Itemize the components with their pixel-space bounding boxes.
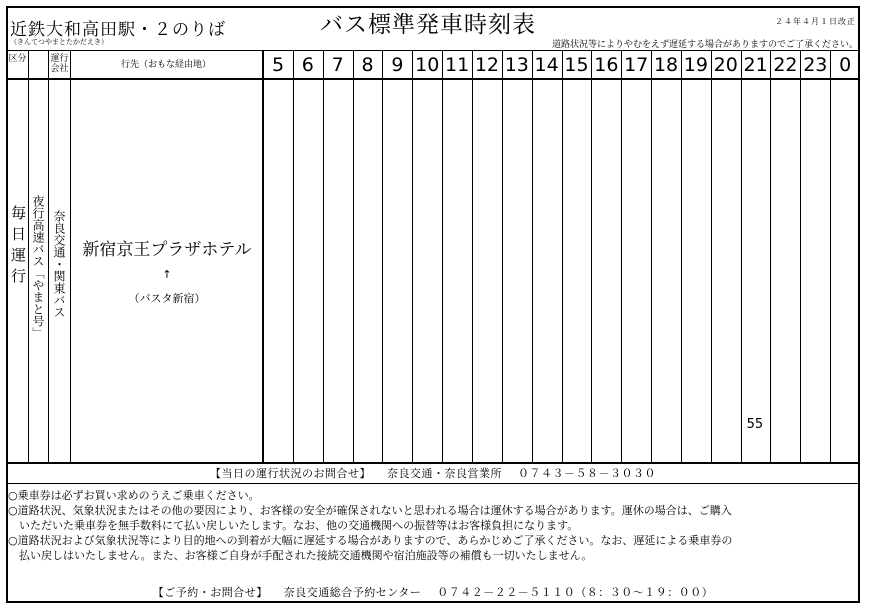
destination-header: 行先（おもな経由地） <box>120 60 211 70</box>
hour-divider <box>741 50 742 462</box>
hour-header: 7 <box>331 54 344 76</box>
hour-header: 9 <box>391 54 404 76</box>
route-via: （バスタ新宿） <box>128 292 206 305</box>
hour-header: 17 <box>624 54 649 76</box>
hour-header: 12 <box>474 54 500 76</box>
contact-phone: ０７４３－５８－３０３０ <box>518 467 656 480</box>
route-operator: 奈良交通・関東バス <box>52 210 66 318</box>
divider <box>6 483 860 484</box>
revision-date: ２４年４月１日改正 <box>775 17 856 26</box>
hour-header: 13 <box>504 54 529 76</box>
hour-divider <box>562 50 563 462</box>
route-destination: 新宿京王プラザホテル <box>82 240 252 260</box>
route-service: 夜行高速バス「やまと号」 <box>31 195 45 339</box>
hour-divider <box>711 50 712 462</box>
notes <box>8 488 732 563</box>
hour-header: 15 <box>564 54 589 76</box>
contact-label: 【当日の運行状況のお問合せ】 <box>210 467 371 480</box>
hour-divider <box>353 50 354 462</box>
note: 払い戻しはいたしません。また、お客様ご自身が手配された接続交通機関や宿泊施設等の補償も一切いたしません。 <box>19 549 593 562</box>
hour-header: 14 <box>534 54 559 76</box>
divider <box>262 50 264 462</box>
reservation-contact <box>6 584 860 600</box>
hour-header: 5 <box>271 54 285 76</box>
hour-header: 18 <box>653 54 679 76</box>
hour-divider <box>382 50 383 462</box>
divider <box>6 50 860 51</box>
note: ○道路状況、気象状況またはその他の要因により、お客様の安全が確保されないと思われる場合は運休する場合があります。運休の場合は、ご購入 <box>8 504 732 517</box>
divider <box>6 462 860 464</box>
hour-header: 22 <box>773 54 798 76</box>
departure-minute: 55 <box>746 417 764 432</box>
hour-divider <box>323 50 324 462</box>
route-category: 毎日運行 <box>9 205 27 289</box>
hour-divider <box>770 50 771 462</box>
hour-header: 21 <box>743 54 768 76</box>
hour-header: 0 <box>839 54 852 76</box>
note: いただいた乗車券を無手数料にて払い戻しいたします。なお、他の交通機関への振替等はお客様負担になります。 <box>19 519 579 532</box>
operator-header: 運行会社 <box>50 54 69 74</box>
divider <box>70 50 71 462</box>
station-kana: （きんてつやまとたかだえき） <box>10 38 108 46</box>
hour-divider <box>681 50 682 462</box>
arrow-icon: ↑ <box>162 268 172 281</box>
hour-divider <box>591 50 592 462</box>
hour-divider <box>293 50 294 462</box>
hour-divider <box>651 50 652 462</box>
station-name: 近鉄大和高田駅・２のりば <box>10 20 226 40</box>
hour-divider <box>412 50 413 462</box>
hour-divider <box>621 50 622 462</box>
category-header: 区分 <box>8 54 27 64</box>
reservation-phone: ０７４２－２２－５１１０（８：３０～１９：００） <box>437 586 714 599</box>
hour-divider <box>472 50 473 462</box>
hour-header: 8 <box>361 54 374 76</box>
page-title: バス標準発車時刻表 <box>320 12 536 38</box>
reservation-center: 奈良交通総合予約センター <box>283 586 422 599</box>
divider <box>6 78 860 80</box>
note: ○道路状況および気象状況等により目的地への到着が大幅に遅延する場合がありますので、あらかじめご了承ください。なお、遅延による乗車券の <box>8 534 733 547</box>
hour-divider <box>532 50 533 462</box>
hour-divider <box>800 50 801 462</box>
reservation-label: 【ご予約・お問合せ】 <box>152 586 268 599</box>
hour-header: 6 <box>301 54 314 76</box>
hour-header: 20 <box>713 54 738 76</box>
hour-divider <box>830 50 831 462</box>
delay-note: 道路状況等によりやむをえず遅延する場合がありますのでご了承ください。 <box>551 40 858 50</box>
hour-divider <box>442 50 443 462</box>
hour-header: 19 <box>683 54 708 76</box>
hour-header: 11 <box>445 54 470 76</box>
hour-divider <box>502 50 503 462</box>
divider <box>48 50 49 462</box>
operation-contact <box>6 465 860 481</box>
contact-office: 奈良交通・奈良営業所 <box>387 467 502 480</box>
hour-header: 16 <box>594 54 619 76</box>
hour-header: 10 <box>415 54 440 76</box>
note: ○乗車券は必ずお買い求めのうえご乗車ください。 <box>8 489 260 502</box>
hour-header: 23 <box>803 54 828 76</box>
